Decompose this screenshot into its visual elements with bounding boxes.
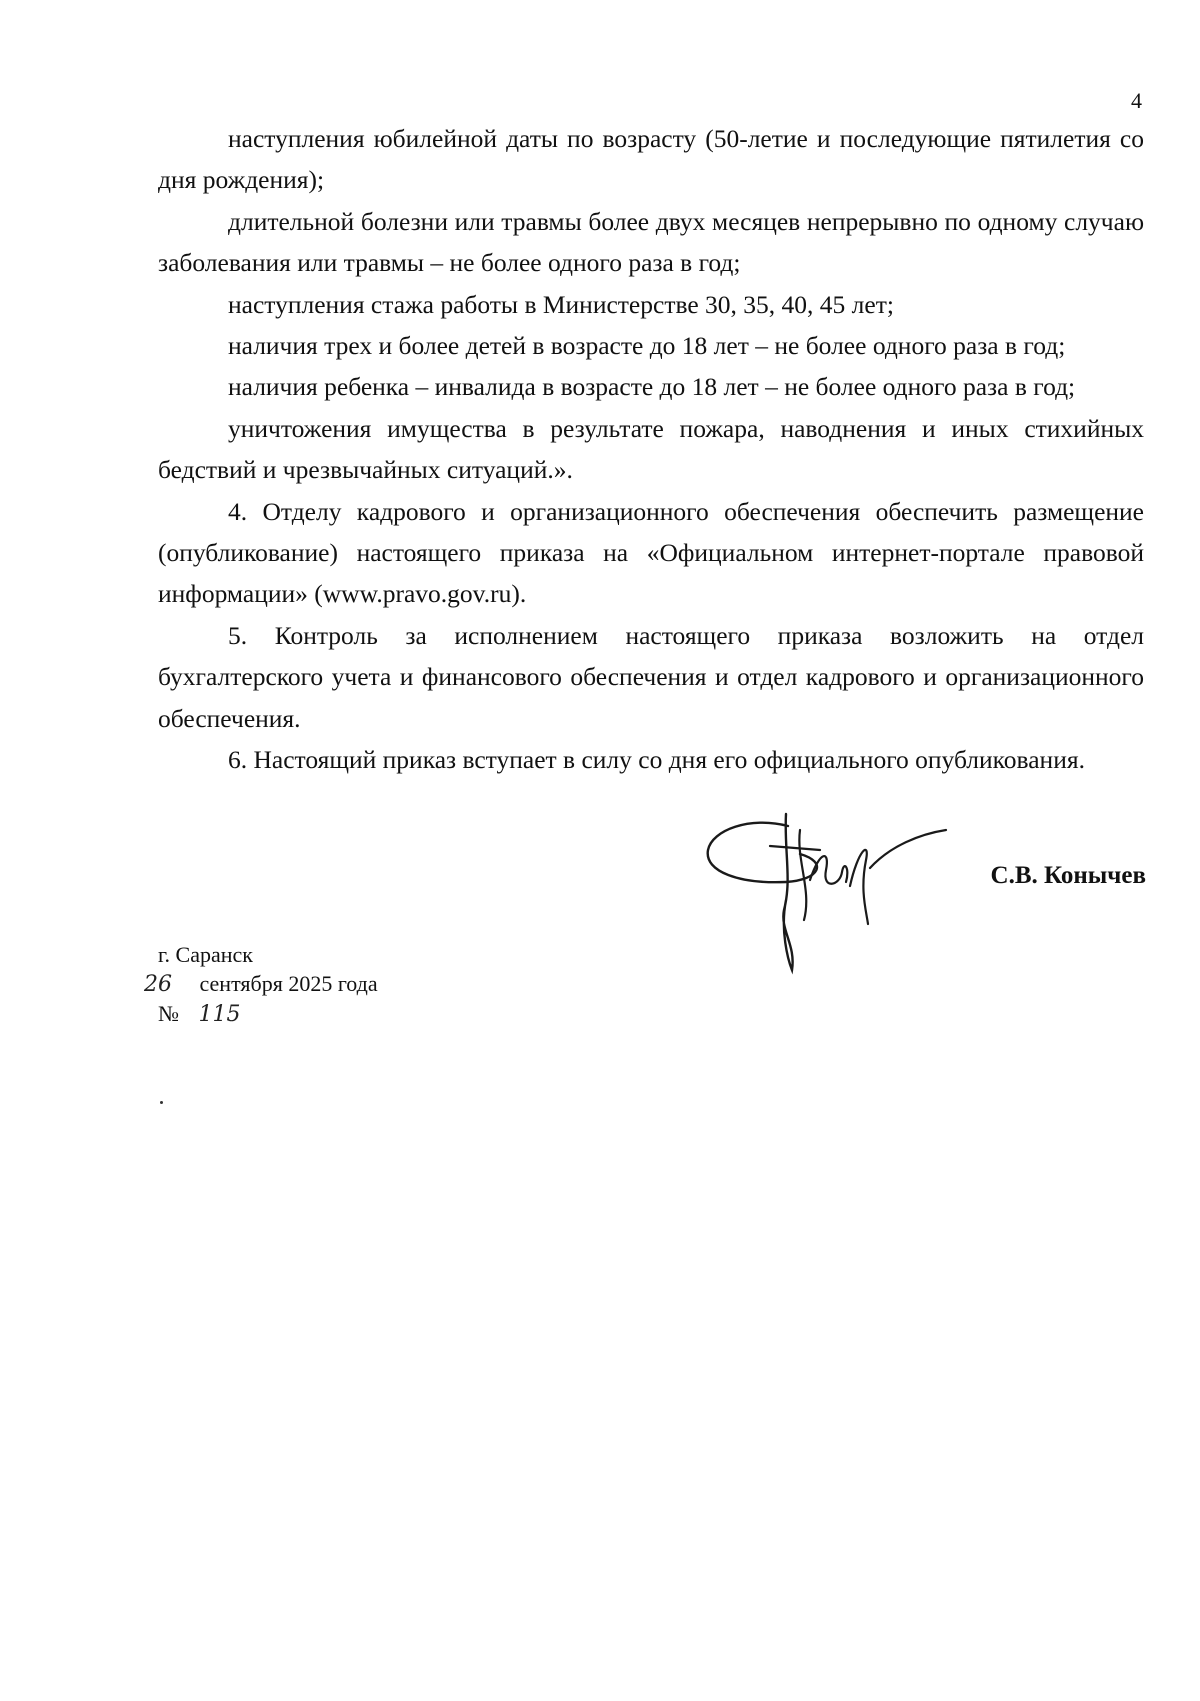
paragraph-anniversary: наступления юбилейной даты по возрасту (50-летие и последующие пятилетия со дня рождения); [158, 124, 1144, 195]
date-day-handwritten: 26 [144, 972, 172, 997]
paragraph-item-6: 6. Настоящий приказ вступает в силу со дня его официального опубликования. [228, 745, 1085, 775]
number-line [158, 999, 378, 1029]
signature-block [700, 810, 1146, 980]
body-text [158, 118, 1144, 781]
handwritten-signature [700, 810, 960, 980]
paragraph-work-experience: наступления стажа работы в Министерстве 30, 35, 40, 45 лет; [228, 289, 894, 319]
number-handwritten: 115 [198, 1002, 241, 1027]
number-label: № [158, 1001, 179, 1026]
paragraph-property-loss: уничтожения имущества в результате пожара, наводнения и иных стихийных бедствий и чрезвычайных ситуаций.». [158, 413, 1144, 485]
paragraph-item-5: 5. Контроль за исполнением настоящего приказа возложить на отдел бухгалтерского учета и финансового обеспечения и отдел кадрового и организационного обеспечения. [158, 620, 1144, 733]
paragraph-three-children: наличия трех и более детей в возрасте до 18 лет – не более одного раза в год; [228, 331, 1066, 361]
paragraph-disabled-child: наличия ребенка – инвалида в возрасте до 18 лет – не более одного раза в год; [228, 372, 1076, 402]
date-month-year: сентября 2025 года [199, 971, 378, 996]
signer-name: С.В. Конычев [990, 862, 1146, 889]
paragraph-item-4: 4. Отделу кадрового и организационного обеспечения обеспечить размещение (опубликование) настоящего приказа на «Официальном интернет-портале правовой информации» (www.pravo.gov.ru). [158, 496, 1144, 609]
date-line [144, 969, 378, 999]
place-of-issue: г. Саранск [158, 942, 253, 967]
page-number: 4 [1131, 88, 1142, 113]
scan-speck [160, 1101, 163, 1104]
paragraph-illness: длительной болезни или травмы более двух месяцев непрерывно по одному случаю заболевания или травмы – не более одного раза в год; [158, 206, 1144, 278]
place-date-block [144, 940, 378, 1029]
